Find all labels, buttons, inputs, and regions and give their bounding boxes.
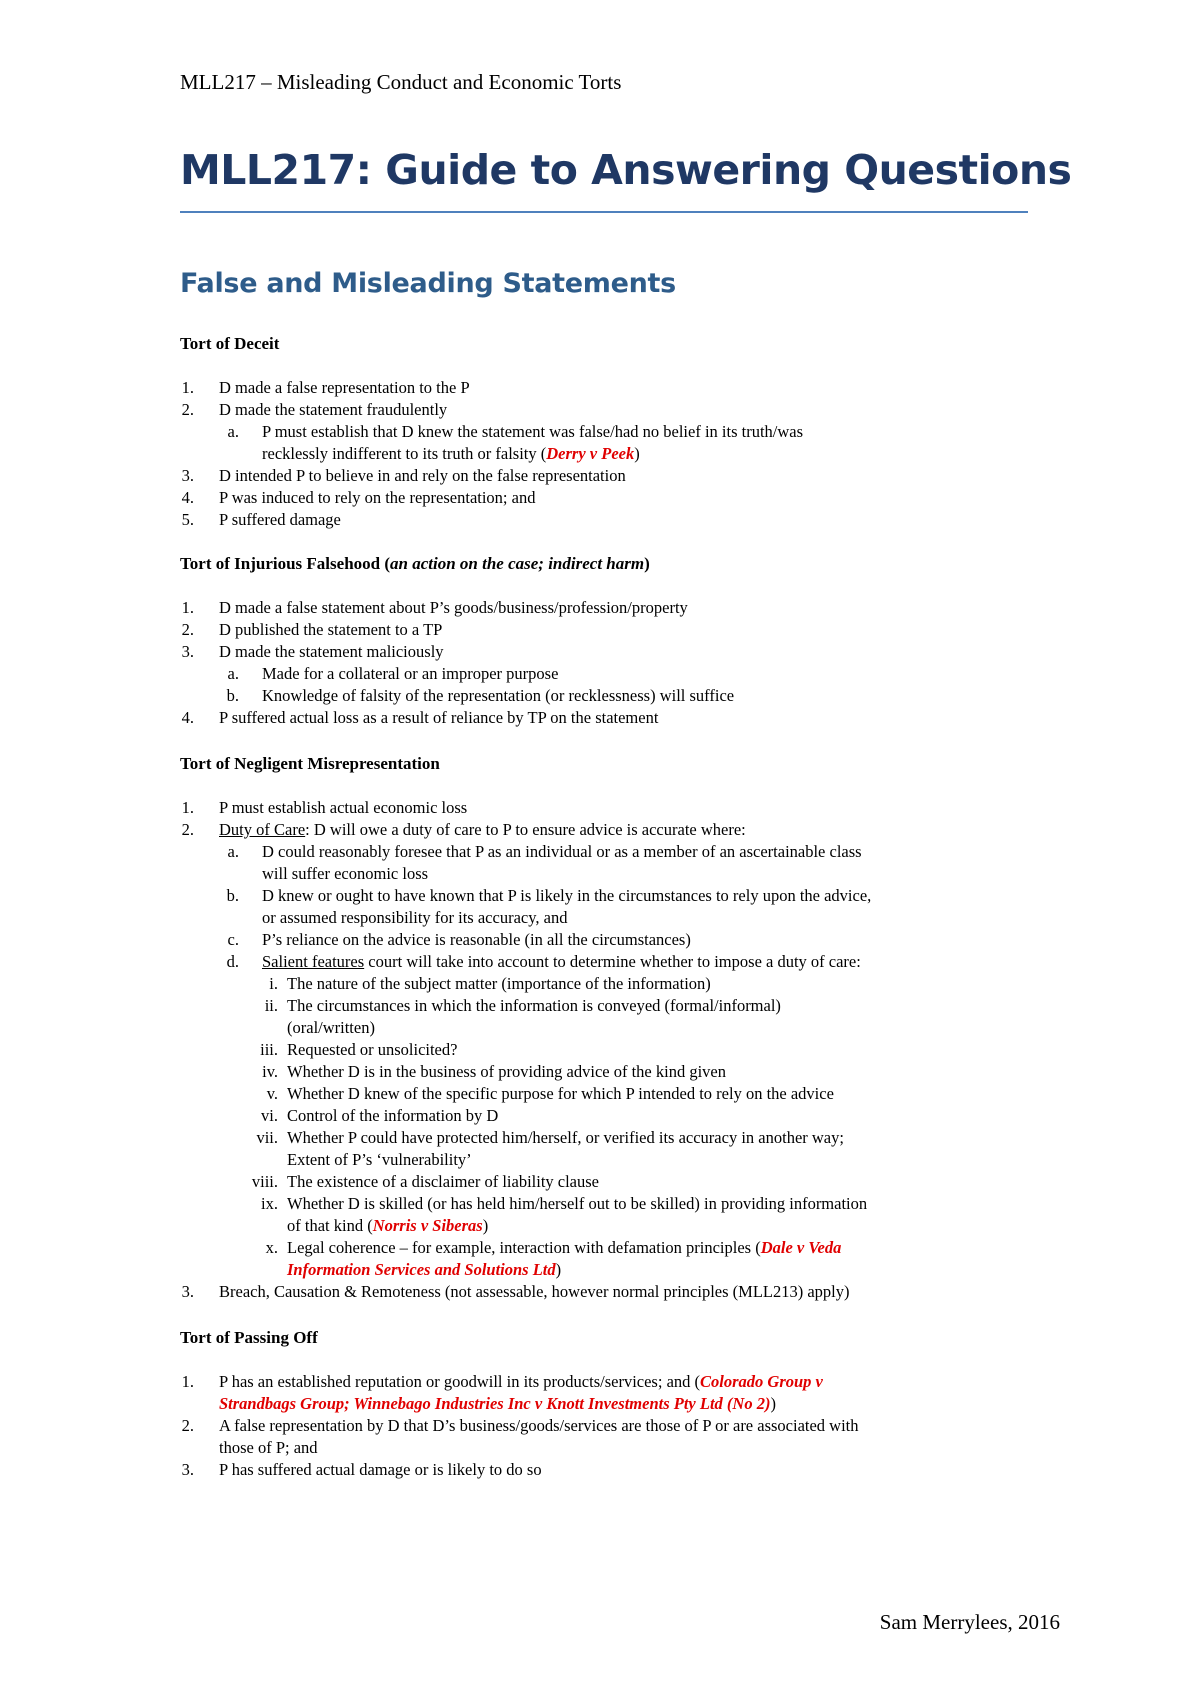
deceit-heading: Tort of Deceit bbox=[180, 334, 280, 353]
list-marker: 5. bbox=[181, 510, 194, 529]
list-item: Whether D knew of the specific purpose for which P intended to rely on the advice bbox=[287, 1084, 834, 1103]
text: : D will owe a duty of care to P to ensure advice is accurate where: bbox=[305, 820, 746, 839]
list-item: Whether D is in the business of providing advice of the kind given bbox=[287, 1062, 726, 1081]
list-item: The existence of a disclaimer of liability clause bbox=[287, 1172, 600, 1191]
list-marker: 3. bbox=[181, 1282, 194, 1301]
list-marker: a. bbox=[227, 664, 239, 683]
injurious-heading bbox=[180, 554, 650, 574]
list-item: Breach, Causation & Remoteness (not assessable, however normal principles (MLL213) apply) bbox=[219, 1282, 850, 1301]
list-item: D could reasonably foresee that P as an individual or as a member of an ascertainable class bbox=[262, 842, 862, 861]
list-marker: iv. bbox=[262, 1062, 278, 1081]
list-item-continuation bbox=[219, 1394, 776, 1414]
list-item: D made the statement maliciously bbox=[219, 642, 444, 661]
heading-note: an action on the case; indirect harm bbox=[390, 554, 645, 573]
list-marker: 2. bbox=[181, 820, 194, 839]
list-marker: 1. bbox=[181, 598, 194, 617]
list-item: D intended P to believe in and rely on the false representation bbox=[219, 466, 626, 485]
list-marker: iii. bbox=[260, 1040, 278, 1059]
list-item bbox=[219, 1372, 823, 1392]
list-item-continuation: (oral/written) bbox=[287, 1018, 375, 1037]
case-citation: Dale v Veda bbox=[760, 1238, 842, 1257]
list-item: D made a false representation to the P bbox=[219, 378, 470, 397]
list-item: P has suffered actual damage or is likely to do so bbox=[219, 1460, 542, 1479]
case-citation: Strandbags Group; Winnebago Industries Inc v Knott Investments Pty Ltd (No 2) bbox=[219, 1394, 771, 1413]
running-header: MLL217 – Misleading Conduct and Economic Torts bbox=[180, 70, 622, 94]
list-marker: 4. bbox=[181, 488, 194, 507]
case-citation: Information Services and Solutions Ltd bbox=[287, 1260, 556, 1279]
underlined-term: Duty of Care bbox=[219, 820, 306, 839]
list-item: P’s reliance on the advice is reasonable (in all the circumstances) bbox=[262, 930, 691, 949]
list-item bbox=[287, 1238, 841, 1258]
list-marker: ix. bbox=[261, 1194, 278, 1213]
text: of that kind ( bbox=[287, 1216, 373, 1235]
list-marker: 2. bbox=[181, 620, 194, 639]
list-item-continuation: those of P; and bbox=[219, 1438, 318, 1457]
list-item: Requested or unsolicited? bbox=[287, 1040, 458, 1059]
list-marker: c. bbox=[227, 930, 239, 949]
text: ) bbox=[644, 554, 650, 573]
text: recklessly indifferent to its truth or falsity ( bbox=[262, 444, 547, 463]
list-item-continuation bbox=[287, 1216, 488, 1236]
list-marker: b. bbox=[226, 886, 239, 905]
text: ) bbox=[770, 1394, 776, 1413]
text: ) bbox=[555, 1260, 562, 1279]
list-marker: 2. bbox=[181, 1416, 194, 1435]
list-marker: 3. bbox=[181, 1460, 194, 1479]
list-item: P suffered actual loss as a result of reliance by TP on the statement bbox=[219, 708, 659, 727]
list-item: D made a false statement about P’s goods/business/profession/property bbox=[219, 598, 688, 617]
list-item-continuation: will suffer economic loss bbox=[262, 864, 429, 883]
list-item-continuation bbox=[287, 1260, 561, 1280]
list-item: Whether D is skilled (or has held him/herself out to be skilled) in providing information bbox=[287, 1194, 868, 1213]
list-item: P was induced to rely on the representation; and bbox=[219, 488, 536, 507]
list-item: P suffered damage bbox=[219, 510, 341, 529]
list-item: D published the statement to a TP bbox=[219, 620, 443, 639]
list-item-continuation: or assumed responsibility for its accuracy, and bbox=[262, 908, 568, 927]
list-item: Knowledge of falsity of the representation (or recklessness) will suffice bbox=[262, 686, 735, 705]
section-heading: False and Misleading Statements bbox=[180, 268, 676, 299]
text: court will take into account to determine whether to impose a duty of care: bbox=[364, 952, 861, 971]
list-marker: 1. bbox=[181, 798, 194, 817]
list-item-continuation: Extent of P’s ‘vulnerability’ bbox=[287, 1150, 472, 1169]
list-item: The circumstances in which the information is conveyed (formal/informal) bbox=[287, 996, 781, 1015]
passing-off-heading: Tort of Passing Off bbox=[180, 1328, 318, 1347]
list-marker: v. bbox=[266, 1084, 278, 1103]
text: Legal coherence – for example, interaction with defamation principles ( bbox=[287, 1238, 761, 1257]
list-item: Made for a collateral or an improper purpose bbox=[262, 664, 559, 683]
list-item: D made the statement fraudulently bbox=[219, 400, 448, 419]
list-marker: i. bbox=[269, 974, 278, 993]
list-item bbox=[219, 820, 746, 840]
list-marker: 2. bbox=[181, 400, 194, 419]
list-marker: a. bbox=[227, 422, 239, 441]
list-item: Whether P could have protected him/herself, or verified its accuracy in another way; bbox=[287, 1128, 844, 1147]
list-marker: b. bbox=[226, 686, 239, 705]
list-marker: a. bbox=[227, 842, 239, 861]
text: ) bbox=[482, 1216, 489, 1235]
list-item: D knew or ought to have known that P is likely in the circumstances to rely upon the advice, bbox=[262, 886, 872, 905]
case-citation: Colorado Group v bbox=[700, 1372, 823, 1391]
list-marker: d. bbox=[226, 952, 239, 971]
text: ) bbox=[634, 444, 640, 463]
case-citation: Derry v Peek bbox=[546, 444, 635, 463]
list-marker: 4. bbox=[181, 708, 194, 727]
underlined-term: Salient features bbox=[262, 952, 365, 971]
text: Tort of Injurious Falsehood ( bbox=[180, 554, 391, 573]
page-footer: Sam Merrylees, 2016 bbox=[879, 1610, 1060, 1634]
list-item-continuation bbox=[262, 444, 640, 464]
list-item: P must establish that D knew the statement was false/had no belief in its truth/was bbox=[262, 422, 804, 441]
list-marker: 3. bbox=[181, 466, 194, 485]
list-marker: 1. bbox=[181, 1372, 194, 1391]
list-item: A false representation by D that D’s business/goods/services are those of P or are associated with bbox=[219, 1416, 859, 1435]
title-rule bbox=[180, 211, 1028, 213]
list-item: The nature of the subject matter (importance of the information) bbox=[287, 974, 711, 993]
negligent-heading: Tort of Negligent Misrepresentation bbox=[180, 754, 440, 773]
text: P has an established reputation or goodwill in its products/services; and ( bbox=[219, 1372, 701, 1391]
list-item: Control of the information by D bbox=[287, 1106, 499, 1125]
list-item bbox=[262, 952, 861, 972]
list-item: P must establish actual economic loss bbox=[219, 798, 468, 817]
list-marker: vi. bbox=[261, 1106, 278, 1125]
list-marker: viii. bbox=[251, 1172, 278, 1191]
case-citation: Norris v Siberas bbox=[372, 1216, 483, 1235]
list-marker: ii. bbox=[264, 996, 278, 1015]
list-marker: x. bbox=[265, 1238, 278, 1257]
list-marker: vii. bbox=[256, 1128, 278, 1147]
list-marker: 1. bbox=[181, 378, 194, 397]
page-title: MLL217: Guide to Answering Questions bbox=[180, 146, 1072, 194]
list-marker: 3. bbox=[181, 642, 194, 661]
